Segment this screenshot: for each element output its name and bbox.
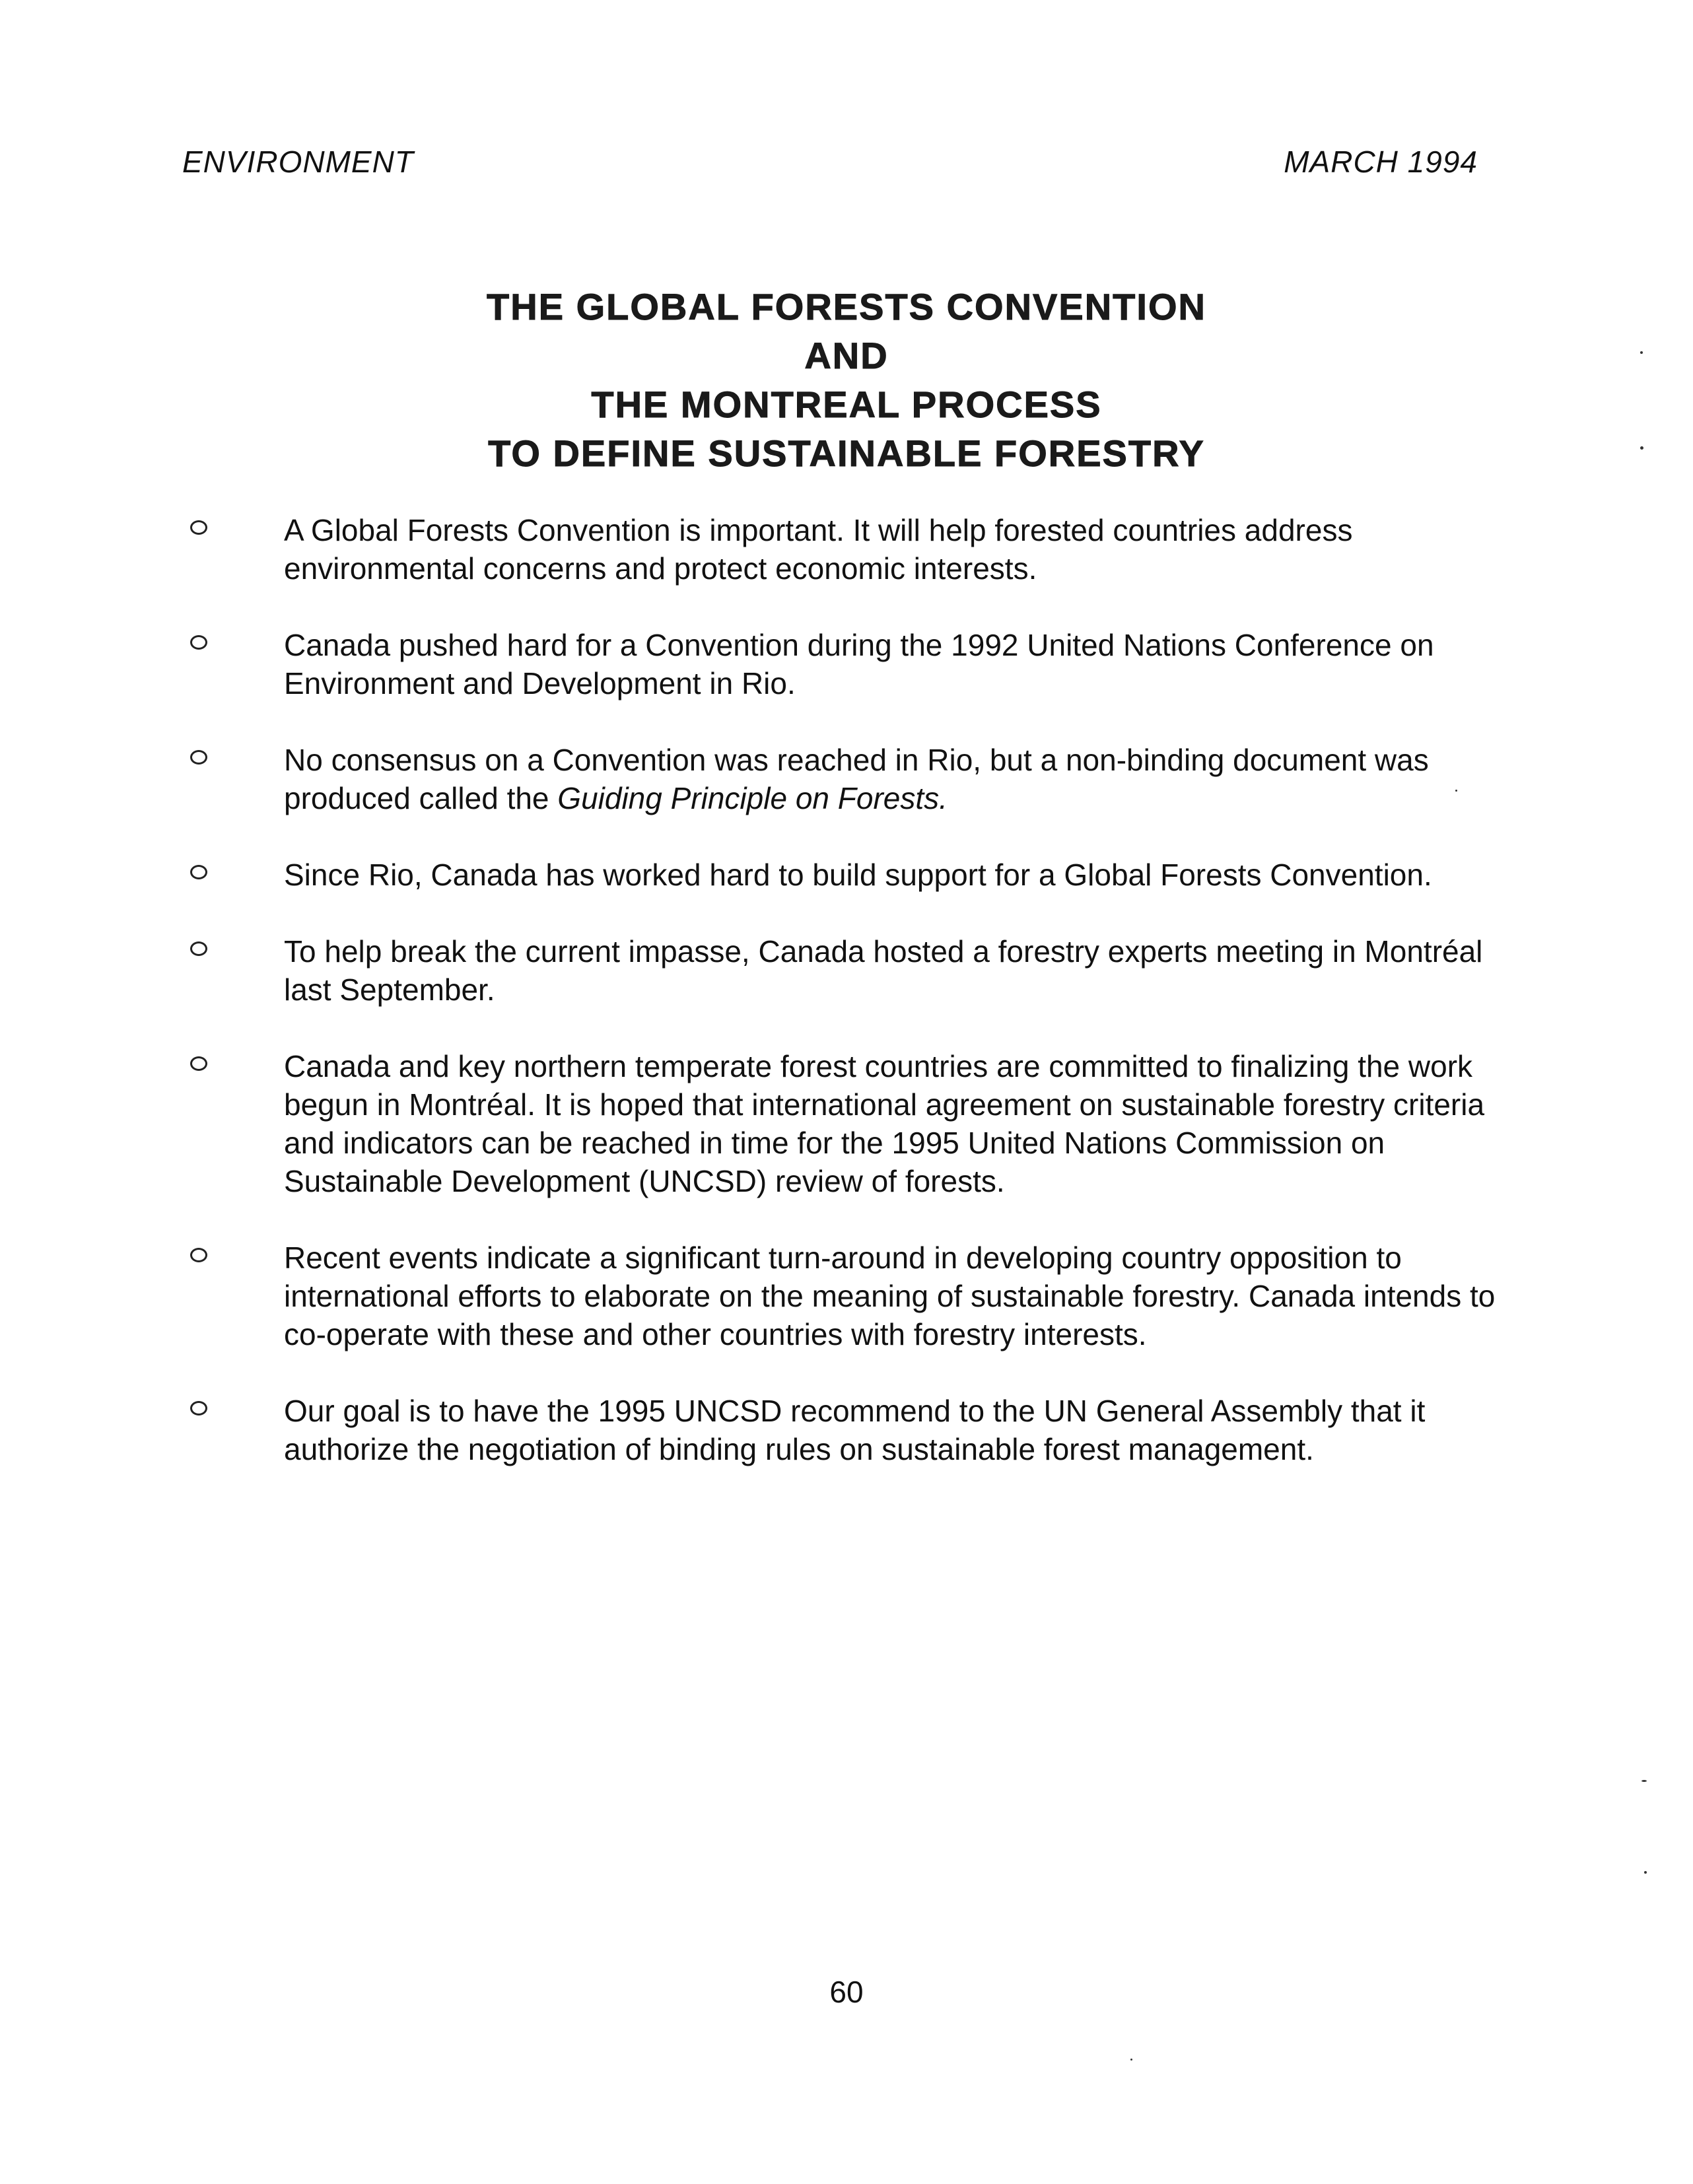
bullet-text: To help break the current impasse, Canada hosted a forestry experts meeting in Montréal last September.: [284, 934, 1483, 1007]
bullet-circle-icon: [190, 1248, 207, 1262]
bullet-text: Our goal is to have the 1995 UNCSD recommend to the UN General Assembly that it authorize the negotiation of binding rules on sustainable forest management.: [284, 1394, 1426, 1466]
scan-speck: [1640, 351, 1643, 354]
bullet-text: A Global Forests Convention is important. It will help forested countries address environmental concerns and protect economic interests.: [284, 513, 1353, 586]
bullet-item: [182, 856, 1503, 894]
header-section-label: ENVIRONMENT: [182, 145, 414, 179]
document-title: [0, 283, 1693, 478]
bullet-circle-icon: [190, 1401, 207, 1416]
scan-speck: [1644, 1871, 1647, 1874]
bullet-text: Canada pushed hard for a Convention during the 1992 United Nations Conference on Environment and Development in Rio.: [284, 628, 1434, 700]
bullet-list: [182, 511, 1503, 1507]
bullet-item: [182, 1239, 1503, 1353]
bullet-text-plain: No consensus on a Convention was reached in Rio, but a non-binding document was produced called the: [284, 743, 1429, 815]
scan-speck: [1130, 2059, 1132, 2061]
bullet-text: Canada and key northern temperate forest countries are committed to finalizing the work begun in Montréal. It is hoped that international agreement on sustainable forestry criteria and indicators can be reached in time for the 1995 United Nations Commission on Sustainable Development (UNCSD) review of forests.: [284, 1049, 1485, 1198]
title-line-1: THE GLOBAL FORESTS CONVENTION: [487, 286, 1206, 327]
header-date: MARCH 1994: [1284, 145, 1478, 179]
bullet-item: [182, 511, 1503, 588]
bullet-item: [182, 1047, 1503, 1200]
scan-speck: [1641, 1780, 1647, 1782]
bullet-item: [182, 932, 1503, 1009]
title-line-2: AND: [804, 335, 889, 376]
bullet-text: Since Rio, Canada has worked hard to build support for a Global Forests Convention.: [284, 858, 1432, 892]
scan-speck: [1455, 790, 1457, 792]
bullet-item: [182, 626, 1503, 702]
scan-speck: [1640, 446, 1643, 450]
title-line-4: TO DEFINE SUSTAINABLE FORESTRY: [488, 432, 1205, 474]
bullet-text: Recent events indicate a significant turn-around in developing country opposition to international efforts to elaborate on the meaning of sustainable forestry. Canada intends to co-operate with these and other countries with forestry interests.: [284, 1241, 1496, 1351]
bullet-circle-icon: [190, 520, 207, 535]
bullet-item: [182, 741, 1503, 817]
bullet-circle-icon: [190, 1056, 207, 1071]
bullet-circle-icon: [190, 865, 207, 879]
bullet-item: [182, 1392, 1503, 1468]
bullet-circle-icon: [190, 635, 207, 650]
page-number: 60: [829, 1975, 864, 2009]
title-line-3: THE MONTREAL PROCESS: [591, 384, 1102, 425]
bullet-circle-icon: [190, 750, 207, 765]
bullet-text: [284, 743, 1429, 815]
document-title-italic: Guiding Principle on Forests.: [557, 781, 948, 815]
bullet-circle-icon: [190, 941, 207, 956]
